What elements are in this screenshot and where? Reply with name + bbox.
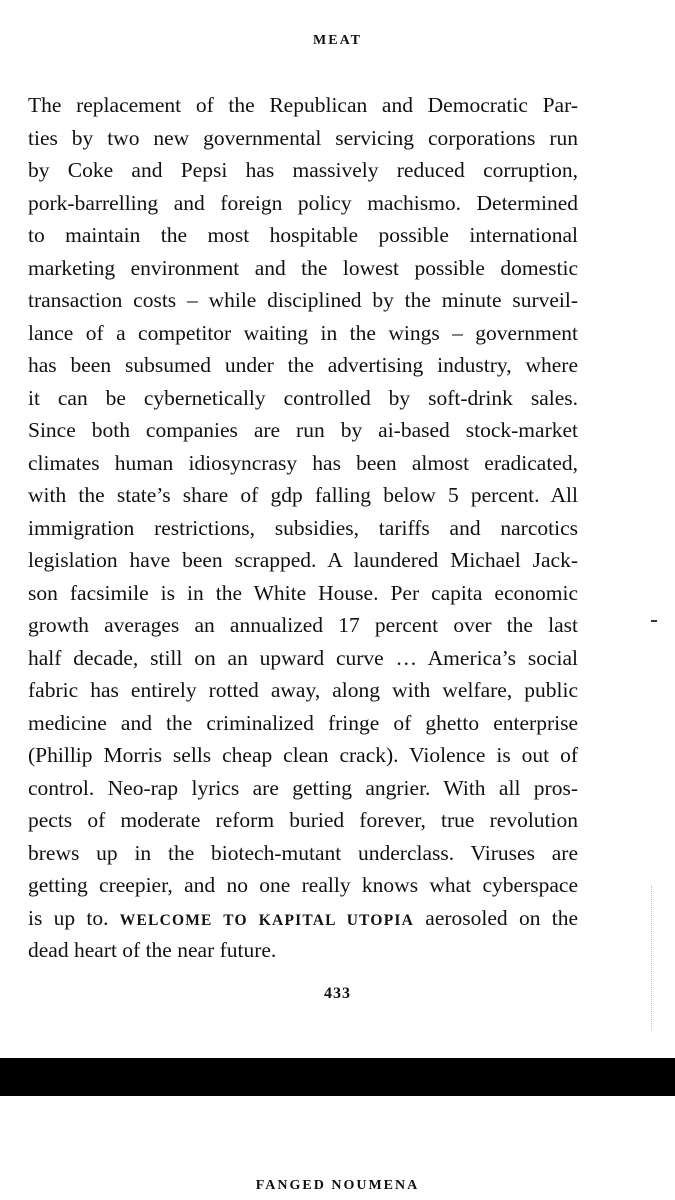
paragraph-line: legislation have been scrapped. A laundered Michael Jack- [28,548,578,572]
line-text-before: is up to. [28,905,120,930]
paragraph-line: pects of moderate reform buried forever, true revolution [28,808,578,832]
paragraph-line: by Coke and Pepsi has massively reduced corruption, [28,158,578,182]
page-number: 433 [324,985,351,1002]
paragraph-line: pork-barrelling and foreign policy machismo. Determined [28,190,578,215]
paragraph-line: (Phillip Morris sells cheap clean crack). Violence is out of [28,743,578,767]
paragraph-line: lance of a competitor waiting in the wings – government [28,320,578,345]
page-edge-artifact [651,885,652,1030]
paragraph-line: getting creepier, and no one really knows what cyberspace [28,873,578,897]
paragraph-line: growth averages an annualized 17 percent over the last [28,613,578,637]
paragraph-line: has been subsumed under the advertising industry, where [28,353,578,377]
body-paragraph [28,89,578,967]
paragraph-line: medicine and the criminalized fringe of ghetto enterprise [28,710,578,735]
line-text-after: aerosoled on the [414,905,578,930]
page-divider-bar [0,1058,675,1096]
paragraph-line: The replacement of the Republican and Democratic Par- [28,93,578,117]
paragraph-line: control. Neo-rap lyrics are getting angrier. With all pros- [28,775,578,800]
paragraph-line: immigration restrictions, subsidies, tariffs and narcotics [28,515,578,540]
paragraph-line: fabric has entirely rotted away, along with welfare, public [28,678,578,702]
paragraph-line: marketing environment and the lowest possible domestic [28,255,578,280]
margin-mark [651,620,657,622]
paragraph-line: with the state’s share of gdp falling below 5 percent. All [28,483,578,507]
paragraph-line: Since both companies are run by ai-based stock-market [28,418,578,442]
paragraph-line: transaction costs – while disciplined by the minute surveil- [28,288,578,312]
paragraph-line-smallcaps [28,902,578,935]
smallcaps-phrase: WELCOME TO KAPITAL UTOPIA [119,911,414,929]
paragraph-line: ties by two new governmental servicing corporations run [28,125,578,150]
paragraph-line: half decade, still on an upward curve … America’s social [28,645,578,670]
paragraph-line: son facsimile is in the White House. Per capita economic [28,580,578,605]
paragraph-line: climates human idiosyncrasy has been almost eradicated, [28,450,578,475]
paragraph-line: to maintain the most hospitable possible international [28,223,578,247]
paragraph-last-line: dead heart of the near future. [28,938,277,962]
running-head-top: MEAT [313,33,362,48]
running-head-bottom: FANGED NOUMENA [255,1178,420,1193]
paragraph-line: it can be cybernetically controlled by soft-drink sales. [28,385,578,410]
paragraph-line: brews up in the biotech-mutant underclass. Viruses are [28,840,578,865]
